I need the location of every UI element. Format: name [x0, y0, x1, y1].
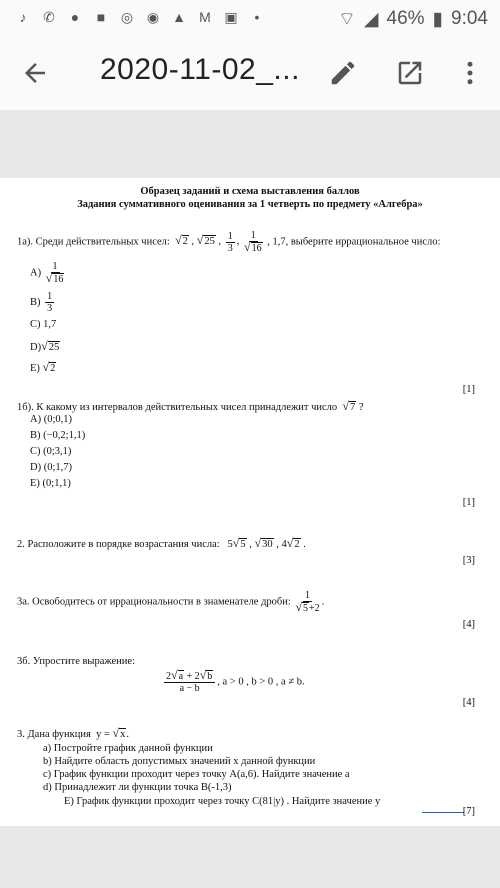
q1b-question: 1б). К какому из интервалов действительных чисел принадлежит число: [17, 402, 338, 413]
q3a-points: [4]: [462, 619, 475, 630]
q3-item-e: E) График функции проходит через точку C(81|y) . Найдите значение y: [64, 796, 381, 807]
q1b-option-c: С) (0;3,1): [30, 446, 72, 457]
document-title: 2020-11-02_...: [100, 53, 300, 86]
system-icons: [338, 7, 488, 31]
q3-text: 3. Дана функция y = √x.: [17, 726, 129, 740]
q1a-option-a: А) $\frac{1}{√16}$: [30, 261, 64, 285]
q1a-option-d: D)√25: [30, 339, 60, 353]
viber-icon: ◉: [146, 8, 160, 25]
q3-item-a: a) Постройте график данной функции: [43, 743, 213, 754]
q1a-text: [17, 230, 440, 254]
instagram-icon: ▣: [224, 8, 238, 25]
q1a-option-d-label: D): [30, 342, 42, 353]
q2-text: 2. Расположите в порядке возрастания числа: 5√5 , √30 , 4√2 .: [17, 536, 306, 550]
q1a-points: [1]: [462, 384, 475, 395]
q1b-text: 1б). К какому из интервалов действительных чисел принадлежит число √7 ?: [17, 399, 364, 413]
q3-question: 3. Дана функция: [17, 729, 91, 740]
q3a-question: 3а. Освободитесь от иррациональности в знаменателе дроби:: [17, 596, 291, 608]
q3b-expression: $\frac{2√a + 2√b}{a - b}$ , a > 0 , b > 0 , a ≠ b.: [166, 668, 305, 694]
back-arrow-icon[interactable]: [20, 58, 50, 88]
q3a-text: 3а. Освободитесь от иррациональности в знаменателе дроби: $\frac{1}{√5+2}$ .: [17, 590, 325, 614]
q3-item-b: b) Найдите область допустимых значений х данной функции: [43, 756, 316, 767]
q1b-option-d: D) (0;1,7): [30, 462, 72, 473]
status-bar: [0, 0, 500, 36]
q3-item-d: d) Принадлежит ли функции точка B(-1,3): [43, 782, 232, 793]
q1b-option-e: Е) (0;1,1): [30, 478, 71, 489]
q1b-option-a: А) (0;0,1): [30, 414, 72, 425]
phone-icon: ✆: [43, 8, 55, 25]
q1a-option-b-label: В): [30, 296, 41, 308]
whatsapp-icon: ◎: [120, 8, 134, 25]
doc-header-line1: Образец заданий и схема выставления баллов: [140, 186, 360, 197]
q3b-points: [4]: [462, 697, 475, 708]
clock: 9:04: [451, 8, 488, 29]
image-icon: ▲: [172, 9, 186, 25]
q1a-option-b: В) $\frac{1}{3}$: [30, 291, 53, 314]
answer-line: [422, 812, 464, 813]
gmail-icon: M: [199, 9, 211, 25]
edit-pencil-icon[interactable]: [328, 58, 358, 88]
q2-points: [3]: [462, 555, 475, 566]
wifi-icon: ⌔: [338, 9, 356, 30]
q1a-option-e: Е) √2: [30, 360, 56, 374]
tiktok-icon: ♪: [19, 9, 27, 25]
battery-icon: ▮: [432, 8, 444, 30]
q2-question: 2. Расположите в порядке возрастания числа:: [17, 539, 220, 550]
q1a-option-e-label: Е): [30, 363, 40, 374]
document-page: [0, 178, 500, 826]
video-icon: ■: [96, 9, 106, 25]
battery-percent: 46%: [386, 8, 425, 29]
more-vert-icon[interactable]: [455, 58, 485, 88]
signal-icon: ◢: [363, 8, 379, 30]
q1b-points: [1]: [462, 497, 475, 508]
q3b-text: 3б. Упростите выражение:: [17, 656, 135, 667]
q1b-tail: ?: [358, 402, 364, 413]
q3-item-c: c) График функции проходит через точку A(a,6). Найдите значение a: [43, 769, 350, 780]
q1a-suffix: , 1,7, выберите иррациональное число:: [267, 236, 441, 248]
document-viewer[interactable]: [0, 110, 500, 888]
notification-icons: [14, 8, 266, 26]
q1a-option-c: С) 1,7: [30, 319, 57, 330]
q3b-conditions: , a > 0 , b > 0 , a ≠ b.: [217, 676, 305, 688]
q1b-option-b: В) (−0,2;1,1): [30, 430, 86, 441]
q1a-option-a-label: А): [30, 267, 42, 279]
doc-header-line2: Задания суммативного оценивания за 1 четверть по предмету «Алгебра»: [77, 199, 423, 210]
q1a-numbers: √2 , √25 , $\frac{1}{3}$ , $\frac{1}{√16}$: [175, 230, 262, 254]
q3-points: [7]: [462, 806, 475, 817]
open-external-icon[interactable]: [395, 58, 425, 88]
dot-icon: •: [254, 9, 260, 25]
chat-icon: ●: [70, 9, 80, 25]
app-bar: [0, 36, 500, 110]
q1a-prefix: 1а). Среди действительных чисел:: [17, 236, 170, 248]
